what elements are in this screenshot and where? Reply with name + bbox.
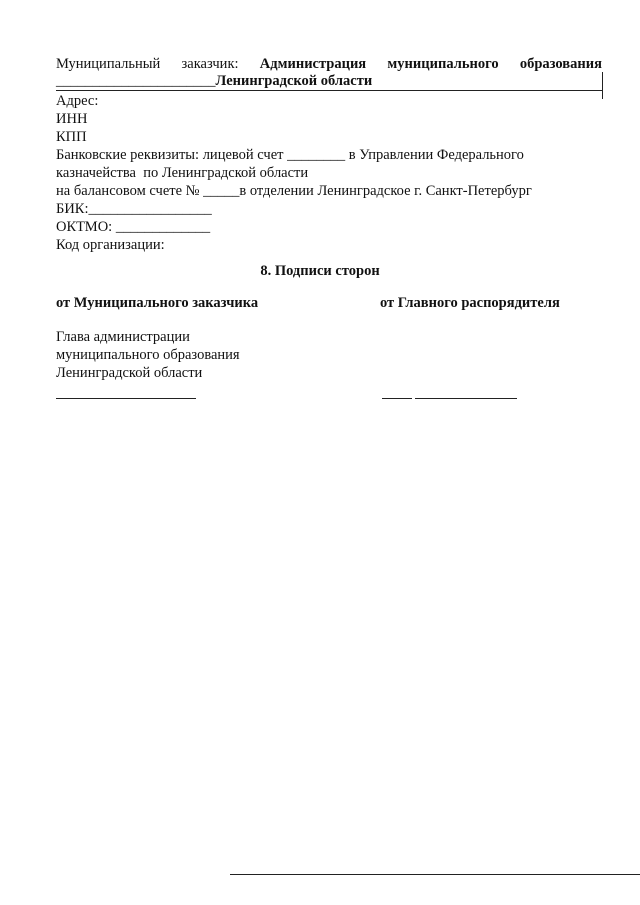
inn-label: ИНН <box>56 111 88 127</box>
signatory-position-line-2: муниципального образования <box>56 347 240 363</box>
customer-name-line-2 <box>56 73 372 90</box>
org-code-label: Код организации: <box>56 237 165 253</box>
right-signature-line-part-2 <box>415 398 517 399</box>
left-signature-heading: от Муниципального заказчика <box>56 295 259 311</box>
customer-name-word-3: образования <box>519 56 602 72</box>
page-bottom-rule <box>230 874 640 875</box>
customer-name-blank: ______________________ <box>56 73 216 89</box>
right-signature-heading: от Главного распорядителя <box>380 295 560 311</box>
signatory-position-line-3: Ленинградской области <box>56 365 203 381</box>
bik-label: БИК:_________________ <box>56 201 212 217</box>
address-label: Адрес: <box>56 93 99 109</box>
bank-details-line-2: казначейства по Ленинградской области <box>56 165 309 181</box>
customer-name-word-1: Администрация <box>259 56 367 72</box>
customer-label: Муниципальный <box>56 56 161 72</box>
oktmo-label: ОКТМО: _____________ <box>56 219 211 235</box>
customer-name-end: Ленинградской области <box>215 73 373 89</box>
customer-header-row <box>56 56 602 73</box>
bank-details-line-3: на балансовом счете № _____в отделении Ленинградское г. Санкт-Петербург <box>56 183 532 199</box>
bank-details-line-1: Банковские реквизиты: лицевой счет ________ в Управлении Федерального <box>56 147 524 163</box>
customer-name-word-2: муниципального <box>387 56 499 72</box>
header-divider-tick <box>602 72 603 99</box>
signatory-position-line-1: Глава администрации <box>56 329 190 345</box>
header-divider <box>56 90 602 91</box>
right-signature-line-part-1 <box>382 398 412 399</box>
customer-label-2: заказчик: <box>181 56 239 72</box>
left-signature-line <box>56 398 196 399</box>
section-title: 8. Подписи сторон <box>260 263 380 279</box>
kpp-label: КПП <box>56 129 87 145</box>
